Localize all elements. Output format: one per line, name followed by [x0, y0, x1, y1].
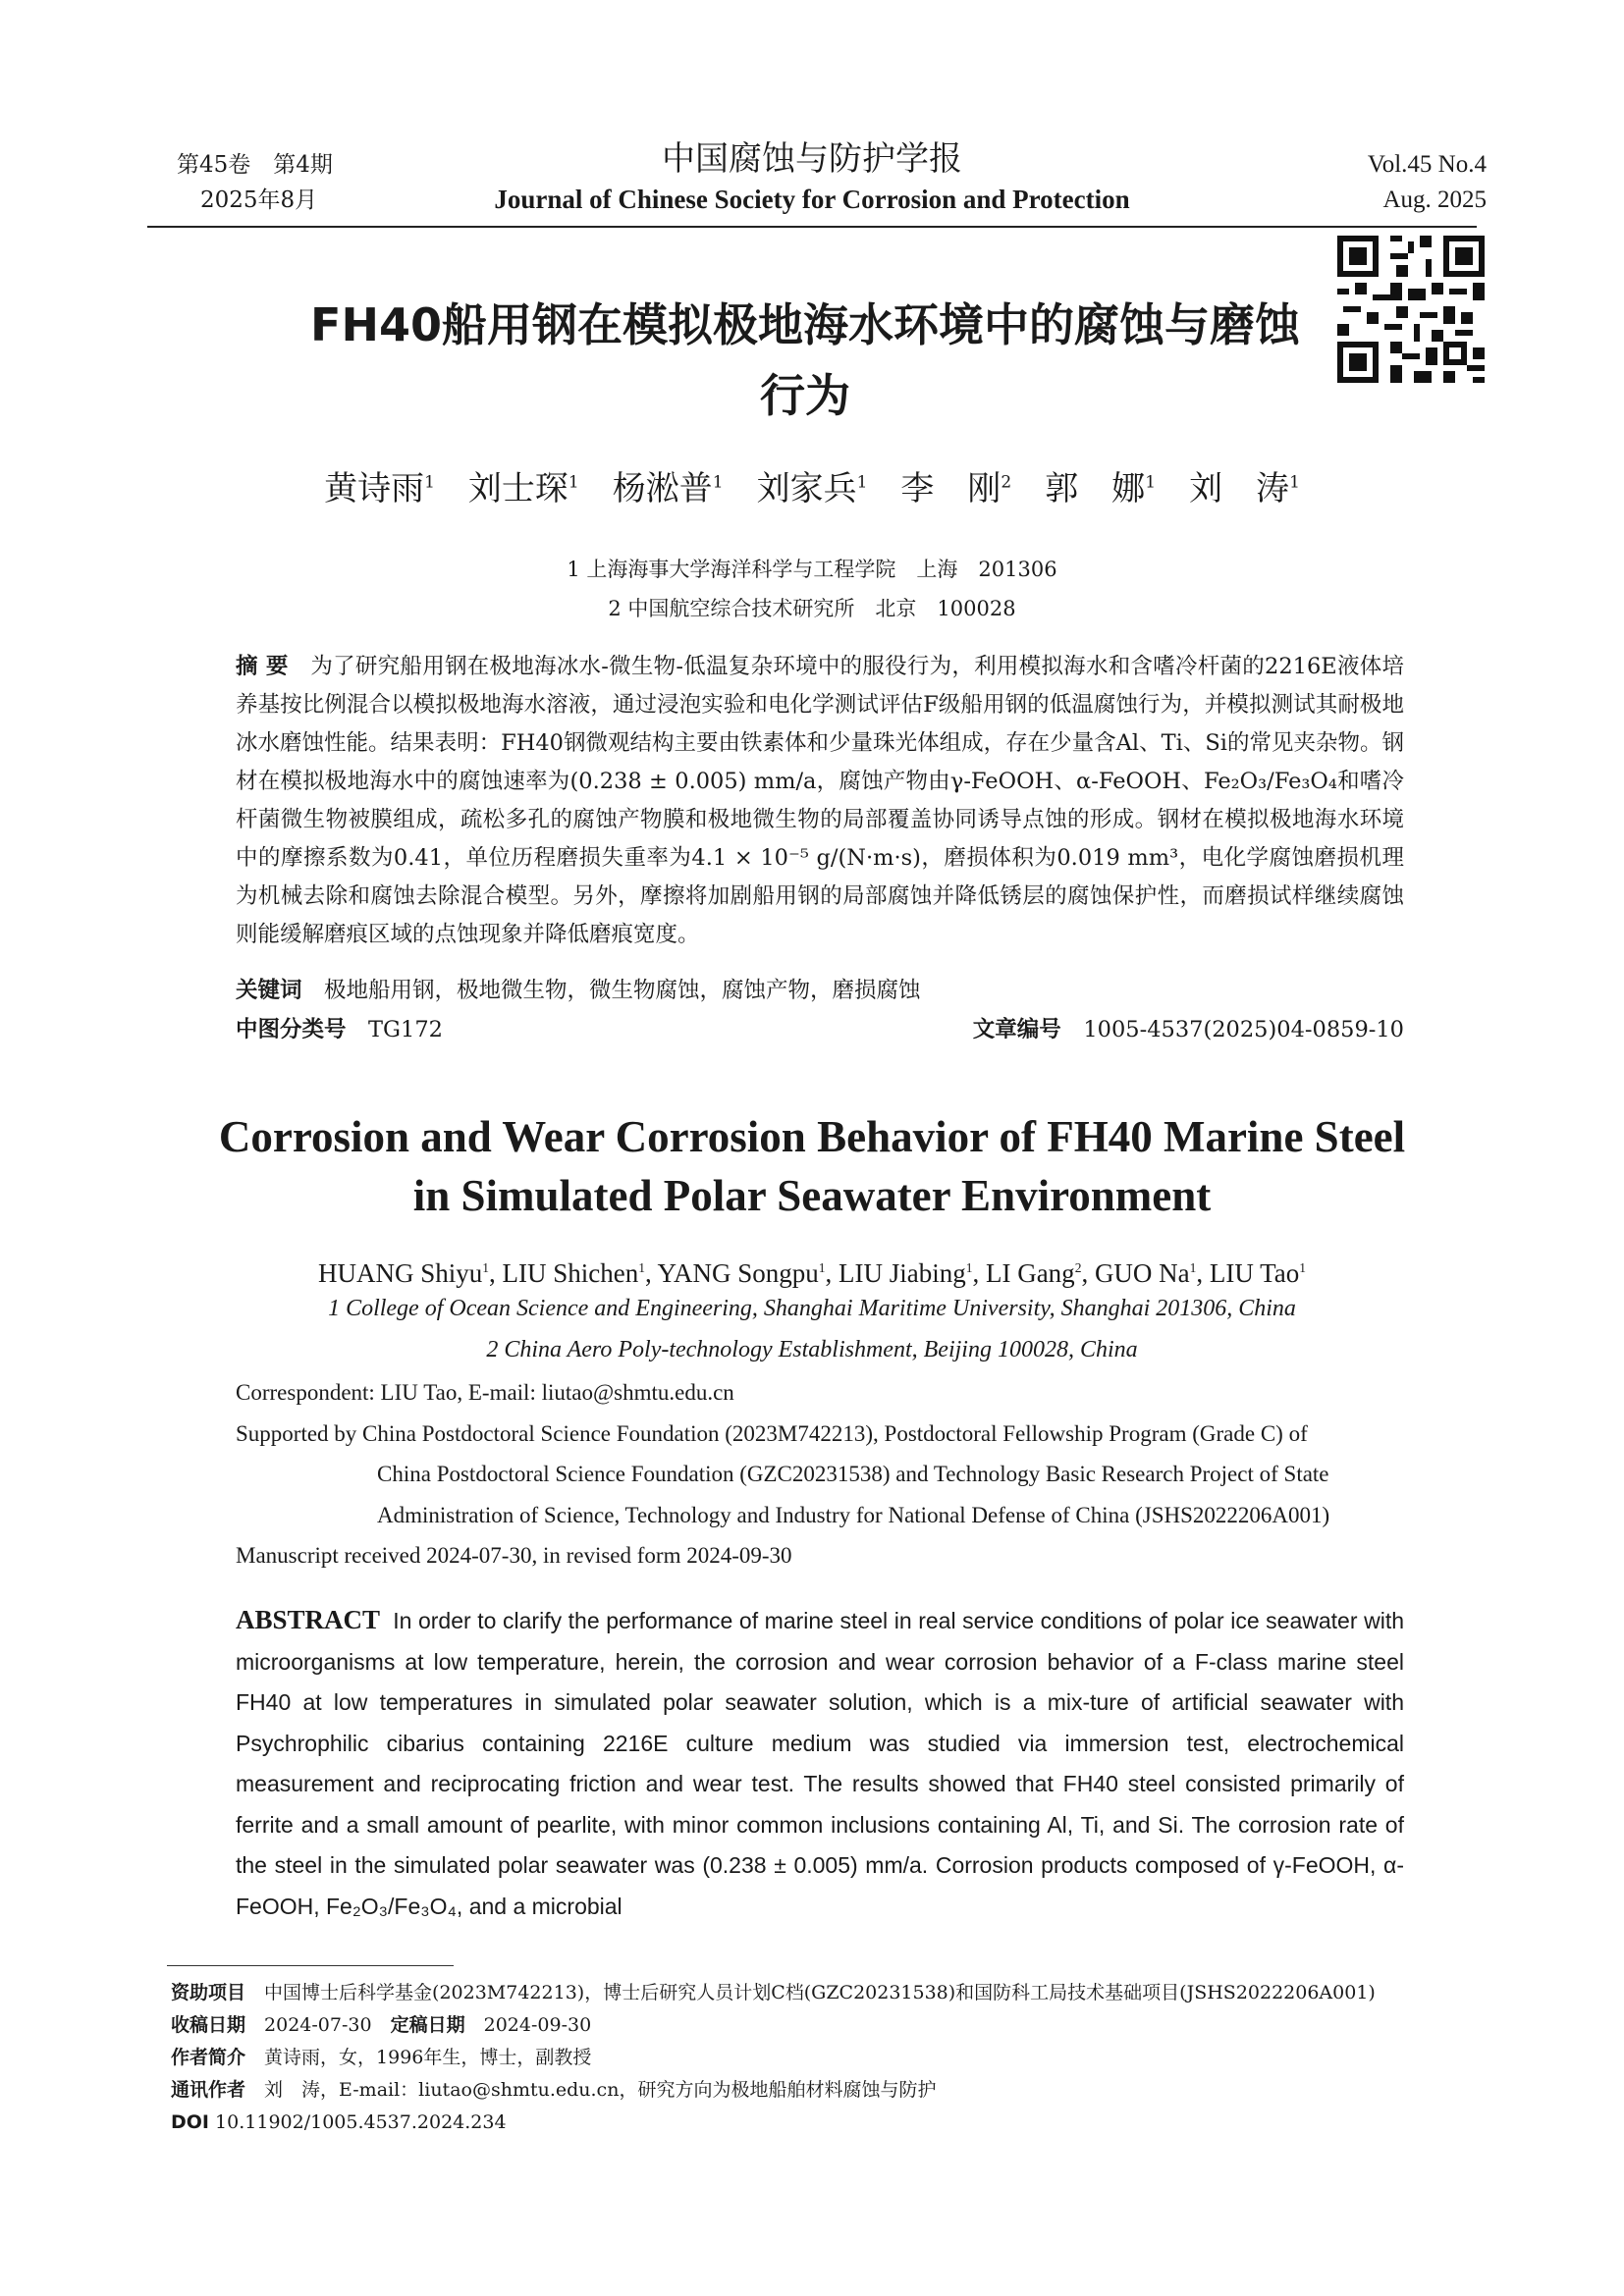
- author-name: 李 刚: [900, 469, 1001, 508]
- author-affiliation-mark: 1: [965, 1260, 973, 1275]
- abstract-cn-text: 为了研究船用钢在极地海冰水-微生物-低温复杂环境中的服役行为，利用模拟海水和含嗜冷杆菌的2216E液体培养基按比例混合以模拟极地海水溶液，通过浸泡实验和电化学测试评估F级船用钢的低温腐蚀行为，并模拟测试其耐极地冰水磨蚀性能。结果表明：FH40钢微观结构主要由铁素体和少量珠光体组成，存在少量含Al、Ti、Si的常见夹杂物。钢材在模拟极地海水中的腐蚀速率为(0.238 ± 0.005) mm/a，腐蚀产物由γ-FeOOH、α-FeOOH、Fe₂O₃/Fe₃O₄和嗜冷杆菌微生物被膜组成，疏松多孔的腐蚀产物膜和极地微生物的局部覆盖协同诱导点蚀的形成。钢材在模拟极地海水环境中的摩擦系数为0.41，单位历程磨损失重率为4.1 × 10⁻⁵ g/(N·m·s)，磨损体积为0.019 mm³，电化学腐蚀磨损机理为机械去除和腐蚀去除混合模型。另外，摩擦将加剧船用钢的局部腐蚀并降低锈层的腐蚀保护性，而磨损试样继续腐蚀则能缓解磨痕区域的点蚀现象并降低磨痕宽度。: [236, 654, 1404, 947]
- author-name: 郭 娜: [1045, 469, 1146, 508]
- author-affiliation-mark: 2: [1001, 472, 1012, 493]
- author-name: LI Gang: [985, 1258, 1075, 1288]
- author-list-en: HUANG Shiyu$^1$, LIU Shichen$^1$, YANG Songpu$^1$, LIU Jiabing$^1$, LI Gang$^2$, GUO Na$^1$, LIU Tao$^1$: [317, 1258, 1307, 1288]
- date-en: Aug. 2025: [1382, 187, 1487, 213]
- footnote-author-text: 黄诗雨，女，1996年生，博士，副教授: [264, 2047, 592, 2068]
- footnote-corresponding-text: 刘 涛，E-mail：liutao@shmtu.edu.cn，研究方向为极地船舶材料腐蚀与防护: [264, 2079, 937, 2101]
- author-name: LIU Jiabing: [838, 1258, 966, 1288]
- author-affiliation-mark: 1: [638, 1260, 645, 1275]
- abstract-cn: [236, 648, 1404, 954]
- author-name: 刘 涛: [1189, 469, 1290, 508]
- affiliation-en-2: 2 China Aero Poly-technology Establishment, Beijing 100028, China: [486, 1337, 1138, 1362]
- author-affiliation-mark: 1: [1145, 472, 1157, 493]
- header-right: [1368, 147, 1487, 218]
- author-affiliation-mark: 1: [856, 472, 868, 493]
- volume-issue-en: Vol.45 No.4: [1367, 151, 1487, 178]
- author-name: LIU Tao: [1209, 1258, 1300, 1288]
- journal-header: [412, 137, 1212, 218]
- abstract-en-text: In order to clarify the performance of marine steel in real service conditions of polar ice seawater with microorganisms at low temperature, herein, the corrosion and wear corrosion behavior of a F-class marine steel FH40 at low temperatures in simulated polar seawater solution, which is a mix-ture of artificial seawater with Psychrophilic cibarius containing 2216E culture medium was studied via immersion test, electrochemical measurement and reciprocating friction and wear test. The results showed that FH40 steel consisted primarily of ferrite and a small amount of pearlite, with minor common inclusions containing Al, Ti, and Si. The corrosion rate of the steel in the simulated polar seawater was (0.238 ± 0.005) mm/a. Corrosion products composed of γ-FeOOH, α-FeOOH, Fe₂O₃/Fe₃O₄, and a microbial: [236, 1608, 1404, 1919]
- author-affiliation-mark: 1: [1189, 1260, 1197, 1275]
- footnote-doi-label: DOI: [171, 2111, 209, 2133]
- author-name: LIU Shichen: [502, 1258, 639, 1288]
- author-affiliation-mark: 1: [482, 1260, 489, 1275]
- classification-row: [236, 1011, 1404, 1048]
- footnote-rule: [167, 1965, 454, 1966]
- keywords-cn-text: 极地船用钢，极地微生物，微生物腐蚀，腐蚀产物，磨损腐蚀: [324, 978, 921, 1003]
- article-title-en: Corrosion and Wear Corrosion Behavior of FH40 Marine Steel in Simulated Polar Seawater Environment: [218, 1112, 1406, 1220]
- author-name: 刘家兵: [756, 469, 857, 508]
- footnote-corresponding: [171, 2074, 1447, 2107]
- footnote-funding-label: 资助项目: [171, 1982, 246, 2003]
- journal-name-en: Journal of Chinese Society for Corrosion and Protection: [494, 185, 1130, 214]
- author-name: HUANG Shiyu: [317, 1258, 483, 1288]
- article-number: [973, 1011, 1404, 1048]
- footnote-author-label: 作者简介: [171, 2047, 246, 2068]
- date-cn: 2025年8月: [200, 187, 318, 213]
- author-list-cn: [147, 461, 1477, 509]
- author-affiliation-mark: 1: [568, 472, 579, 493]
- footnote-doi-value: 10.11902/1005.4537.2024.234: [215, 2111, 507, 2133]
- qr-code-icon[interactable]: [1337, 236, 1485, 383]
- clc-label: 中图分类号: [236, 1017, 347, 1042]
- article-title-cn: FH40船用钢在模拟极地海水环境中的腐蚀与磨蚀行为: [310, 298, 1300, 422]
- author-name: 杨淞普: [612, 469, 713, 508]
- footnote-dates: [171, 2009, 1447, 2042]
- journal-name-cn: 中国腐蚀与防护学报: [662, 139, 962, 179]
- funding-line-1: Supported by China Postdoctoral Science Foundation (2023M742213), Postdoctoral Fellowship Program (Grade C) of: [236, 1420, 1308, 1446]
- author-affiliation-mark: 1: [818, 1260, 826, 1275]
- article-number-value: 1005-4537(2025)04-0859-10: [1083, 1017, 1404, 1042]
- funding-line-2: China Postdoctoral Science Foundation (GZC20231538) and Technology Basic Research Project of State: [377, 1462, 1329, 1486]
- affiliations-en: [147, 1288, 1477, 1370]
- footnote-doi: [171, 2107, 1447, 2139]
- funding-line-3: Administration of Science, Technology and Industry for National Defense of China (JSHS2022206A001): [377, 1502, 1330, 1527]
- author-affiliation-mark: 1: [712, 472, 724, 493]
- footnote-author-bio: [171, 2042, 1447, 2074]
- footnote-funding: [171, 1977, 1447, 2009]
- author-affiliation-mark: 1: [1289, 472, 1300, 493]
- abstract-en: [236, 1600, 1404, 1927]
- correspondent: Correspondent: LIU Tao, E-mail: liutao@shmtu.edu.cn: [236, 1380, 734, 1405]
- author-affiliation-mark: 1: [1299, 1260, 1307, 1275]
- footnote-funding-text: 中国博士后科学基金(2023M742213)，博士后研究人员计划C档(GZC20231538)和国防科工局技术基础项目(JSHS2022206A001): [264, 1982, 1376, 2003]
- footnotes: [171, 1977, 1447, 2139]
- article-meta-en: [236, 1372, 1414, 1576]
- header-left: [177, 147, 333, 218]
- clc-value: TG172: [368, 1017, 443, 1042]
- affiliation-en-1: 1 College of Ocean Science and Engineering, Shanghai Maritime University, Shanghai 201306, China: [328, 1296, 1296, 1321]
- footnote-final-label: 定稿日期: [390, 2014, 465, 2036]
- author-name: 刘士琛: [467, 469, 568, 508]
- author-affiliation-mark: 1: [424, 472, 435, 493]
- footnote-corresponding-label: 通讯作者: [171, 2079, 246, 2101]
- abstract-cn-label: 摘 要: [236, 654, 289, 679]
- author-affiliation-mark: 2: [1074, 1260, 1082, 1275]
- footnote-final-value: 2024-09-30: [483, 2014, 592, 2036]
- manuscript-dates: Manuscript received 2024-07-30, in revised form 2024-09-30: [236, 1543, 792, 1568]
- affiliation-cn-1: 1 上海海事大学海洋科学与工程学院 上海 201306: [567, 558, 1057, 581]
- footnote-received-label: 收稿日期: [171, 2014, 246, 2036]
- author-name: 黄诗雨: [324, 469, 425, 508]
- affiliation-cn-2: 2 中国航空综合技术研究所 北京 100028: [608, 597, 1016, 620]
- keywords-cn: [236, 972, 1404, 1009]
- article-number-label: 文章编号: [972, 1017, 1061, 1042]
- author-name: YANG Songpu: [657, 1258, 819, 1288]
- affiliations-cn: [147, 550, 1477, 628]
- author-name: GUO Na: [1094, 1258, 1190, 1288]
- abstract-en-label: ABSTRACT: [236, 1605, 381, 1634]
- footnote-received-value: 2024-07-30: [264, 2014, 372, 2036]
- volume-issue-cn: 第45卷 第4期: [177, 152, 333, 178]
- header-rule: [147, 226, 1477, 228]
- keywords-cn-label: 关键词: [236, 978, 302, 1003]
